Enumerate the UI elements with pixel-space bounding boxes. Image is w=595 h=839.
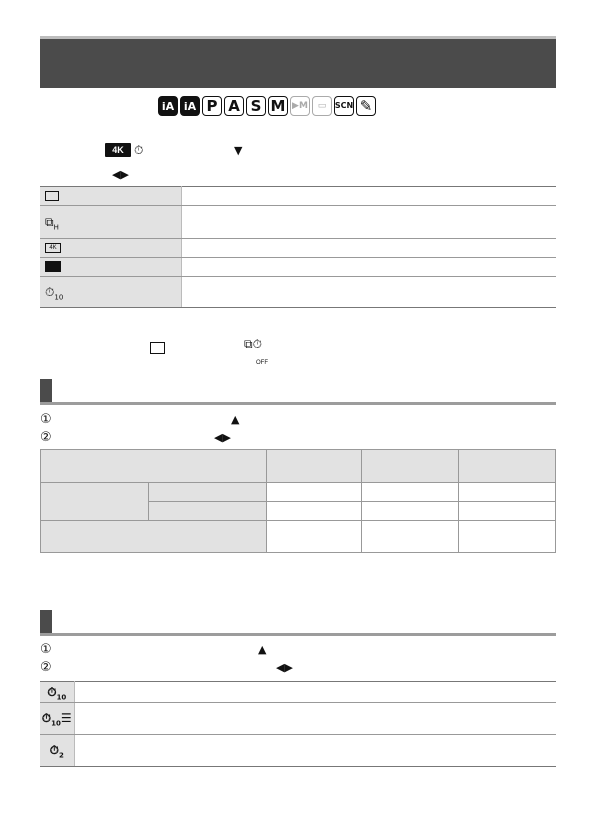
- table-row: [40, 258, 556, 277]
- table-row: [40, 239, 556, 258]
- left-right-arrow-icon: ◀▶: [276, 661, 293, 674]
- drive-mode-table: [40, 186, 556, 308]
- table-row: [41, 521, 556, 553]
- down-arrow-icon: ▼: [234, 144, 243, 157]
- self-timer-10-multi-icon: $⏱_{10}☰$: [41, 711, 72, 728]
- burst-h-icon: $⧉_H$: [45, 214, 59, 232]
- section-1-header: [40, 379, 556, 405]
- self-timer-10-icon: $⏱_{10}$: [45, 284, 64, 302]
- step-2-number: ②: [40, 430, 52, 445]
- up-arrow-icon: ▲: [258, 643, 267, 656]
- mode-icon: iA: [158, 96, 178, 116]
- 4k-photo-icon: 4K: [45, 243, 61, 253]
- step-2-number: ②: [40, 660, 52, 675]
- mode-icon: P: [202, 96, 222, 116]
- table-row: [40, 735, 556, 767]
- mode-icon: iA: [180, 96, 200, 116]
- step-1-number: ①: [40, 412, 52, 427]
- mode-icon: ✎: [356, 96, 376, 116]
- mode-icon: SCN: [334, 96, 354, 116]
- single-frame-icon: [150, 342, 165, 354]
- self-timer-icon: ⏱: [134, 143, 144, 157]
- self-timer-2-icon: $⏱_2$: [49, 743, 64, 760]
- self-timer-10-icon: $⏱_{10}$: [47, 684, 67, 702]
- table-row: [40, 277, 556, 308]
- table-row: [40, 206, 556, 239]
- instruction-line-1: [105, 143, 143, 157]
- mode-icon: S: [246, 96, 266, 116]
- mode-icon: ▭: [312, 96, 332, 116]
- table-row: [40, 703, 556, 735]
- table-row: [40, 187, 556, 206]
- title-banner: [40, 39, 556, 88]
- left-right-arrow-icon: ◀▶: [112, 168, 129, 181]
- single-frame-icon: [45, 191, 59, 201]
- recording-mode-icons: [158, 96, 376, 116]
- left-right-arrow-icon: ◀▶: [214, 431, 231, 444]
- table-row: [40, 682, 556, 703]
- 4k-drive-icon: 4K: [105, 143, 131, 157]
- section-2-header: [40, 610, 556, 636]
- step-1-number: ①: [40, 642, 52, 657]
- burst-off-icon: ⧉⏱ OFF: [244, 337, 268, 366]
- mode-icon: M: [268, 96, 288, 116]
- table-row: [41, 483, 556, 502]
- self-timer-table: [40, 681, 556, 767]
- section-rule: [40, 402, 556, 405]
- up-arrow-icon: ▲: [231, 413, 240, 426]
- mode-icon: A: [224, 96, 244, 116]
- section-rule: [40, 633, 556, 636]
- mode-icon: ▶M: [290, 96, 310, 116]
- post-focus-icon: [45, 261, 61, 272]
- table-row: [41, 450, 556, 483]
- settings-grid: [40, 449, 556, 553]
